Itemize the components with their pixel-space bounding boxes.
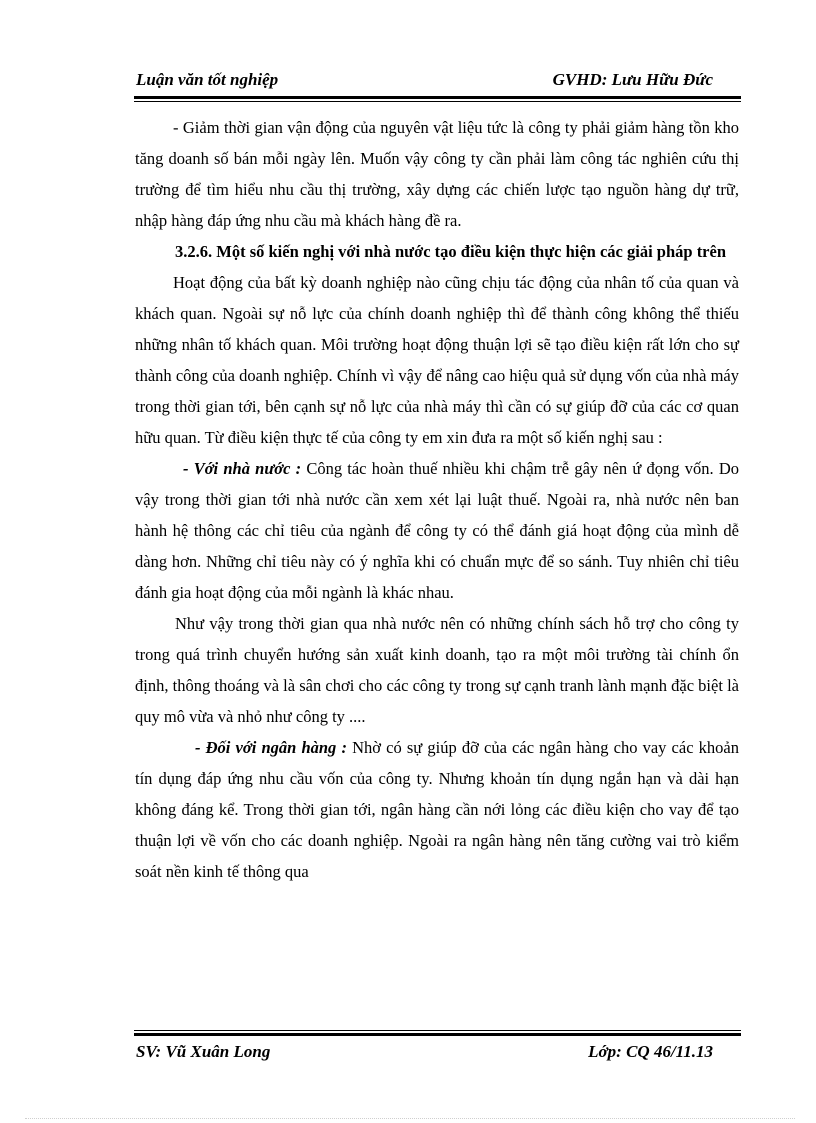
footer-rule — [134, 1030, 741, 1036]
footer-class: Lớp: CQ 46/11.13 — [588, 1042, 713, 1061]
paragraph-bank-recommendation — [135, 732, 739, 887]
state-text: Công tác hoàn thuế nhiều khi chậm trễ gây nên ứ đọng vốn. Do vậy trong thời gian tới nhà nước cần xem xét lại luật thuế. Ngoài ra, nhà nước nên ban hành hệ thông các chỉ tiêu của ngành để công ty có thể đánh giá hoạt động của mình dễ dàng hơn. Những chỉ tiêu này có ý nghĩa khi có chuẩn mực để so sánh. Tuy nhiên chỉ tiêu đánh gia hoạt động của mỗi ngành là khác nhau. — [135, 459, 739, 602]
header-supervisor: GVHD: Lưu Hữu Đức — [552, 70, 713, 89]
section-heading: 3.2.6. Một số kiến nghị với nhà nước tạo điều kiện thực hiện các giải pháp trên — [175, 242, 727, 261]
page-header — [134, 70, 741, 94]
state-lead: - Với nhà nước : — [183, 459, 302, 478]
bank-text: Nhờ có sự giúp đỡ của các ngân hàng cho vay các khoản tín dụng đáp ứng nhu cầu vốn của công ty. Nhưng khoản tín dụng ngắn hạn và dài hạn không đáng kể. Trong thời gian tới, ngân hàng cần nới lỏng các điều kiện cho vay để tạo thuận lợi về vốn cho các doanh nghiệp. Ngoài ra ngân hàng nên tăng cường vai trò kiểm soát nền kinh tế thông qua — [135, 738, 740, 881]
bank-lead: - Đối với ngân hàng : — [195, 738, 347, 757]
header-rule — [134, 96, 741, 102]
paragraph-intro-recommendations: Hoạt động của bất kỳ doanh nghiệp nào cũng chịu tác động của nhân tố của quan và khách quan. Ngoài sự nỗ lực của chính doanh nghiệp thì để thành công không thể thiếu những nhân tố khách quan. Môi trường hoạt động thuận lợi sẽ tạo điều kiện rất lớn cho sự thành công của doanh nghiệp. Chính vì vậy để nâng cao hiệu quả sử dụng vốn của nhà máy trong thời gian tới, bên cạnh sự nỗ lực của nhà máy thì cần có sự giúp đỡ của các cơ quan hữu quan. Từ điều kiện thực tế của công ty em xin đưa ra một số kiến nghị sau : — [135, 273, 739, 447]
header-thesis-title: Luận văn tốt nghiệp — [136, 70, 279, 89]
page-edge — [25, 1118, 795, 1119]
paragraph-reduce-material-time: - Giảm thời gian vận động của nguyên vật liệu tức là công ty phải giảm hàng tồn kho tăng doanh số bán mỗi ngày lên. Muốn vậy công ty cần phải làm công tác nghiên cứu thị trường để tìm hiểu nhu cầu thị trường, xây dựng các chiến lược tạo nguồn hàng dự trữ, nhập hàng đáp ứng nhu cầu mà khách hàng đề ra. — [135, 118, 739, 230]
page-body — [135, 112, 739, 887]
paragraph-state-policy: Như vậy trong thời gian qua nhà nước nên có những chính sách hỗ trợ cho công ty trong quá trình chuyển hướng sản xuất kinh doanh, tạo ra một môi trường tài chính ổn định, thông thoáng và là sân chơi cho các công ty trong sự cạnh tranh lành mạnh đặc biệt là quy mô vừa và nhỏ như công ty .... — [135, 614, 739, 726]
page-footer — [134, 1042, 741, 1066]
paragraph-state-recommendation — [135, 453, 739, 608]
footer-student: SV: Vũ Xuân Long — [136, 1042, 271, 1061]
